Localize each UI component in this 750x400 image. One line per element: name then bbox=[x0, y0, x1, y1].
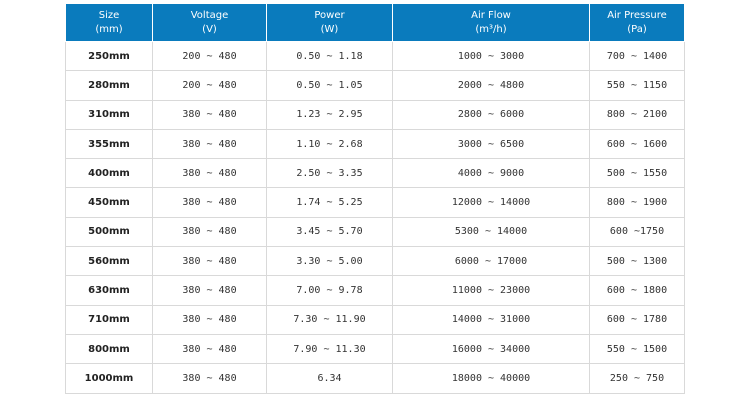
table-row bbox=[66, 159, 685, 188]
power-cell: 1.10 ~ 2.68 bbox=[267, 129, 393, 158]
air-flow-cell: 6000 ~ 17000 bbox=[393, 247, 590, 276]
power-cell: 7.90 ~ 11.30 bbox=[267, 334, 393, 363]
air-flow-cell: 16000 ~ 34000 bbox=[393, 334, 590, 363]
air-flow-cell: 11000 ~ 23000 bbox=[393, 276, 590, 305]
header-label: Air Pressure bbox=[607, 9, 667, 21]
air-pressure-cell: 600 ~ 1780 bbox=[590, 305, 685, 334]
air-pressure-cell: 700 ~ 1400 bbox=[590, 42, 685, 71]
size-cell: 710mm bbox=[66, 305, 153, 334]
air-pressure-cell: 500 ~ 1300 bbox=[590, 247, 685, 276]
table-row bbox=[66, 42, 685, 71]
air-flow-cell: 14000 ~ 31000 bbox=[393, 305, 590, 334]
power-cell: 7.00 ~ 9.78 bbox=[267, 276, 393, 305]
header-unit: (mm) bbox=[95, 23, 123, 35]
air-pressure-cell: 600 ~ 1600 bbox=[590, 129, 685, 158]
voltage-cell: 200 ~ 480 bbox=[153, 42, 267, 71]
table-header bbox=[66, 4, 685, 42]
header-row bbox=[66, 4, 685, 42]
size-cell: 450mm bbox=[66, 188, 153, 217]
voltage-cell: 380 ~ 480 bbox=[153, 247, 267, 276]
voltage-cell: 200 ~ 480 bbox=[153, 71, 267, 100]
size-cell: 250mm bbox=[66, 42, 153, 71]
power-cell: 0.50 ~ 1.05 bbox=[267, 71, 393, 100]
power-cell: 7.30 ~ 11.90 bbox=[267, 305, 393, 334]
table-row bbox=[66, 364, 685, 393]
header-voltage bbox=[153, 4, 267, 42]
voltage-cell: 380 ~ 480 bbox=[153, 217, 267, 246]
air-flow-cell: 5300 ~ 14000 bbox=[393, 217, 590, 246]
air-pressure-cell: 550 ~ 1150 bbox=[590, 71, 685, 100]
voltage-cell: 380 ~ 480 bbox=[153, 305, 267, 334]
air-flow-cell: 3000 ~ 6500 bbox=[393, 129, 590, 158]
power-cell: 2.50 ~ 3.35 bbox=[267, 159, 393, 188]
header-air-flow bbox=[393, 4, 590, 42]
size-cell: 1000mm bbox=[66, 364, 153, 393]
air-pressure-cell: 600 ~1750 bbox=[590, 217, 685, 246]
header-label: Power bbox=[314, 9, 345, 21]
voltage-cell: 380 ~ 480 bbox=[153, 334, 267, 363]
power-cell: 6.34 bbox=[267, 364, 393, 393]
header-label: Air Flow bbox=[471, 9, 511, 21]
voltage-cell: 380 ~ 480 bbox=[153, 129, 267, 158]
header-power bbox=[267, 4, 393, 42]
table-row bbox=[66, 334, 685, 363]
table-row bbox=[66, 100, 685, 129]
power-cell: 3.30 ~ 5.00 bbox=[267, 247, 393, 276]
header-unit: (W) bbox=[320, 23, 339, 35]
table-row bbox=[66, 217, 685, 246]
size-cell: 355mm bbox=[66, 129, 153, 158]
air-pressure-cell: 800 ~ 1900 bbox=[590, 188, 685, 217]
header-label: Size bbox=[98, 9, 120, 21]
header-unit: (V) bbox=[202, 23, 217, 35]
header-label: Voltage bbox=[190, 9, 229, 21]
power-cell: 3.45 ~ 5.70 bbox=[267, 217, 393, 246]
air-pressure-cell: 500 ~ 1550 bbox=[590, 159, 685, 188]
voltage-cell: 380 ~ 480 bbox=[153, 276, 267, 305]
table-row bbox=[66, 188, 685, 217]
power-cell: 1.23 ~ 2.95 bbox=[267, 100, 393, 129]
table-row bbox=[66, 247, 685, 276]
air-flow-cell: 18000 ~ 40000 bbox=[393, 364, 590, 393]
air-pressure-cell: 800 ~ 2100 bbox=[590, 100, 685, 129]
header-unit: (Pa) bbox=[627, 23, 647, 35]
voltage-cell: 380 ~ 480 bbox=[153, 100, 267, 129]
air-pressure-cell: 250 ~ 750 bbox=[590, 364, 685, 393]
table-body bbox=[66, 42, 685, 394]
air-flow-cell: 2000 ~ 4800 bbox=[393, 71, 590, 100]
table-row bbox=[66, 305, 685, 334]
voltage-cell: 380 ~ 480 bbox=[153, 188, 267, 217]
size-cell: 560mm bbox=[66, 247, 153, 276]
size-cell: 280mm bbox=[66, 71, 153, 100]
size-cell: 630mm bbox=[66, 276, 153, 305]
size-cell: 500mm bbox=[66, 217, 153, 246]
air-flow-cell: 2800 ~ 6000 bbox=[393, 100, 590, 129]
voltage-cell: 380 ~ 480 bbox=[153, 159, 267, 188]
air-flow-cell: 1000 ~ 3000 bbox=[393, 42, 590, 71]
size-cell: 400mm bbox=[66, 159, 153, 188]
size-cell: 310mm bbox=[66, 100, 153, 129]
table-row bbox=[66, 276, 685, 305]
air-flow-cell: 4000 ~ 9000 bbox=[393, 159, 590, 188]
air-flow-cell: 12000 ~ 14000 bbox=[393, 188, 590, 217]
specification-table bbox=[65, 3, 685, 394]
header-size bbox=[66, 4, 153, 42]
table-row bbox=[66, 71, 685, 100]
air-pressure-cell: 600 ~ 1800 bbox=[590, 276, 685, 305]
header-air-pressure bbox=[590, 4, 685, 42]
table-row bbox=[66, 129, 685, 158]
size-cell: 800mm bbox=[66, 334, 153, 363]
power-cell: 0.50 ~ 1.18 bbox=[267, 42, 393, 71]
power-cell: 1.74 ~ 5.25 bbox=[267, 188, 393, 217]
header-unit: (m³/h) bbox=[475, 23, 507, 35]
air-pressure-cell: 550 ~ 1500 bbox=[590, 334, 685, 363]
voltage-cell: 380 ~ 480 bbox=[153, 364, 267, 393]
